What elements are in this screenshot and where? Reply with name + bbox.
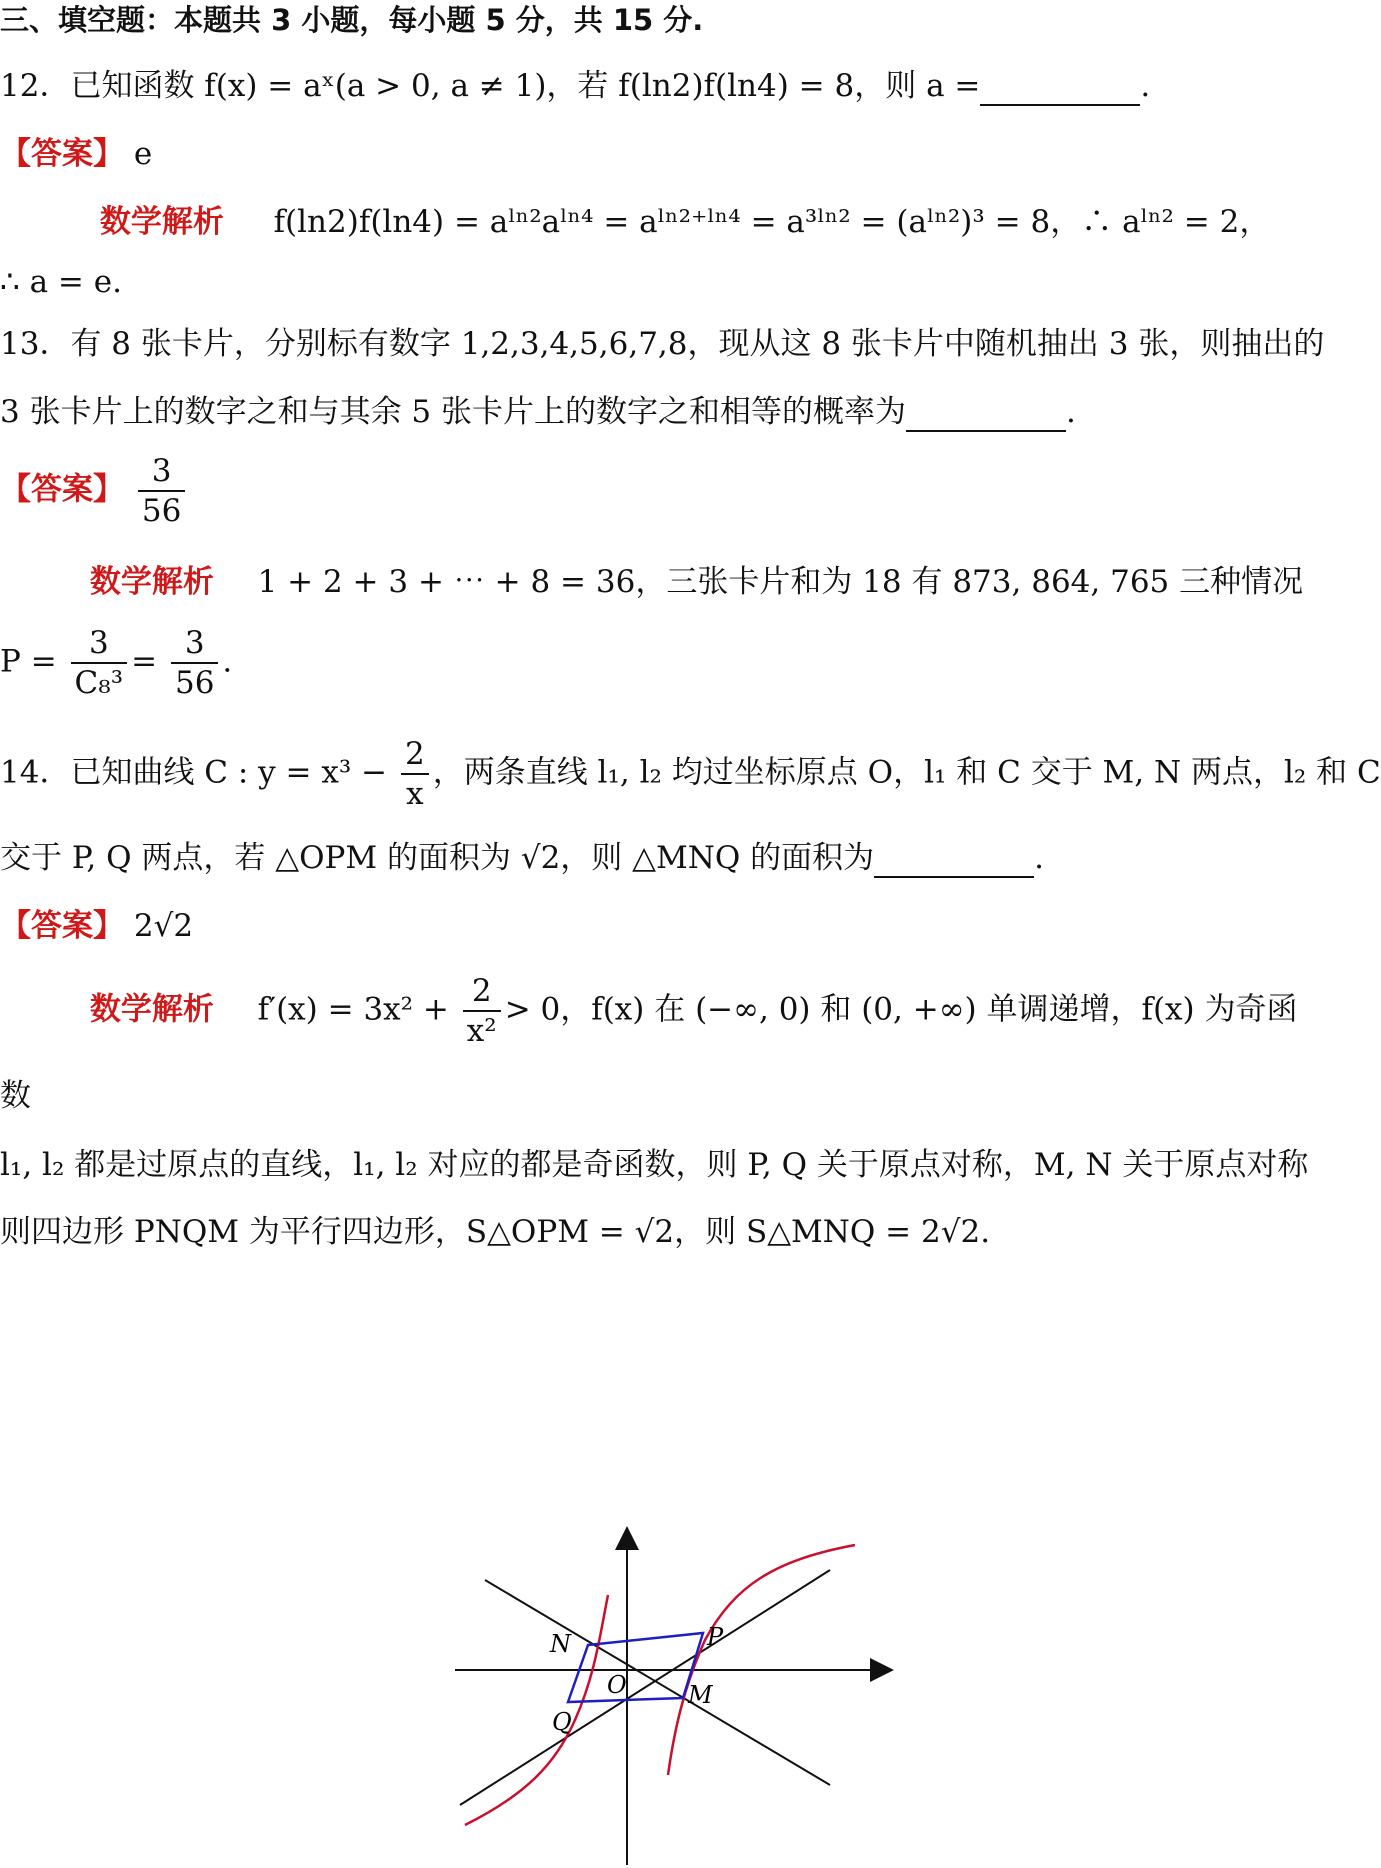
parallelogram-figure xyxy=(445,1525,905,1855)
q12-solution-line1 xyxy=(0,202,1270,242)
q13-question-line2: 3 张卡片上的数字之和与其余 5 张卡片上的数字之和相等的概率为 . xyxy=(0,394,1076,430)
line-l1 xyxy=(485,1580,830,1785)
q12-answer xyxy=(0,134,152,174)
q14-question-line1 xyxy=(0,735,1381,813)
q14-answer-value: 2√2 xyxy=(133,908,194,944)
q13-frac1 xyxy=(71,624,128,702)
q14-solution-line1-b: > 0，f(x) 在 (−∞, 0) 和 (0, +∞) 单调递增，f(x) 为奇函 xyxy=(504,991,1298,1028)
q14-question-frac-num: 2 xyxy=(401,735,429,775)
q14-solution-line1-a: f′(x) = 3x² + xyxy=(257,991,449,1028)
q14-question-frac-den: x xyxy=(406,776,424,812)
q14-solution-line4: 则四边形 PNQM 为平行四边形，S△OPM = √2，则 S△MNQ = 2√2. xyxy=(0,1214,991,1250)
section-title: 三、填空题：本题共 3 小题，每小题 5 分，共 15 分. xyxy=(0,3,704,37)
q13-solution-text: 1 + 2 + 3 + ⋯ + 8 = 36，三张卡片和为 18 有 873, 864, 765 三种情况 xyxy=(257,564,1304,600)
q14-solution-line2: 数 xyxy=(0,1078,31,1114)
solution-label: 数学解析 xyxy=(89,564,214,600)
q14-question-line1-a: 14．已知曲线 C : y = x³ − xyxy=(0,754,388,791)
q14-solution-line1 xyxy=(0,972,1298,1050)
q14-solution-frac-den: x² xyxy=(466,1013,497,1049)
label-q: Q xyxy=(552,1708,572,1736)
q12-question: 12．已知函数 f(x) = aˣ(a > 0, a ≠ 1)，若 f(ln2)f(ln4) = 8，则 a = . xyxy=(0,68,1151,104)
q13-question-line2-text: 3 张卡片上的数字之和与其余 5 张卡片上的数字之和相等的概率为 xyxy=(0,394,907,430)
label-n: N xyxy=(550,1630,571,1658)
q13-p-label: P = xyxy=(0,643,57,680)
q14-question-line1-b: ，两条直线 l₁, l₂ 均过坐标原点 O，l₁ 和 C 交于 M, N 两点，l₂ 和 C xyxy=(432,754,1381,791)
q13-solution-line2: P = $\frac{3}{\text{C₈³}}$ = $\frac{3}{56}$ . xyxy=(0,625,233,701)
q13-frac2-num: 3 xyxy=(171,624,218,664)
curve-right-branch xyxy=(668,1545,855,1775)
q14-question-line2-text: 交于 P, Q 两点，若 △OPM 的面积为 √2，则 △MNQ 的面积为 xyxy=(0,840,875,876)
line-l2 xyxy=(460,1570,830,1805)
q13-question-line1: 13．有 8 张卡片，分别标有数字 1,2,3,4,5,6,7,8，现从这 8 张卡片中随机抽出 3 张，则抽出的 xyxy=(0,326,1325,362)
q12-solution-text: f(ln2)f(ln4) = aˡⁿ²aˡⁿ⁴ = aˡⁿ²⁺ˡⁿ⁴ = a³ˡⁿ² = (aˡⁿ²)³ = 8，∴ aˡⁿ² = 2， xyxy=(273,204,1271,240)
q14-solution-frac-num: 2 xyxy=(463,972,501,1012)
parallelogram-pnqm xyxy=(568,1633,703,1702)
q14-solution-line3: l₁, l₂ 都是过原点的直线，l₁, l₂ 对应的都是奇函数，则 P, Q 关于原点对称，M, N 关于原点对称 xyxy=(0,1147,1309,1183)
label-p: P xyxy=(707,1623,724,1651)
q14-blank xyxy=(874,848,1034,878)
q13-answer xyxy=(0,452,189,530)
curve-left-branch xyxy=(465,1595,608,1825)
q12-blank xyxy=(980,76,1140,106)
q13-frac1-num: 3 xyxy=(71,624,128,664)
q14-question-line2: 交于 P, Q 两点，若 △OPM 的面积为 √2，则 △MNQ 的面积为 . xyxy=(0,840,1044,876)
q12-question-text: 12．已知函数 f(x) = aˣ(a > 0, a ≠ 1)，若 f(ln2)f(ln4) = 8，则 a = xyxy=(0,68,981,104)
q12-solution-line2: ∴ a = e. xyxy=(0,264,122,300)
solution-label: 数学解析 xyxy=(89,991,214,1028)
label-m: M xyxy=(688,1681,713,1709)
q13-answer-num: 3 xyxy=(138,452,185,492)
q14-answer xyxy=(0,906,193,946)
q14-question-frac xyxy=(401,735,429,813)
answer-label: 【答案】 xyxy=(0,136,124,172)
label-o: O xyxy=(607,1671,627,1699)
q14-solution-frac xyxy=(463,972,501,1050)
q12-answer-value: e xyxy=(133,136,153,172)
solution-label: 数学解析 xyxy=(99,204,224,240)
q13-frac2 xyxy=(171,624,218,702)
answer-label: 【答案】 xyxy=(0,471,124,508)
q13-frac1-den: C₈³ xyxy=(74,665,124,701)
q13-solution-line1 xyxy=(0,562,1303,602)
q13-answer-fraction xyxy=(138,452,185,530)
answer-label: 【答案】 xyxy=(0,908,124,944)
q13-blank xyxy=(906,402,1066,432)
q13-answer-den: 56 xyxy=(141,493,182,529)
q13-frac2-den: 56 xyxy=(174,665,215,701)
